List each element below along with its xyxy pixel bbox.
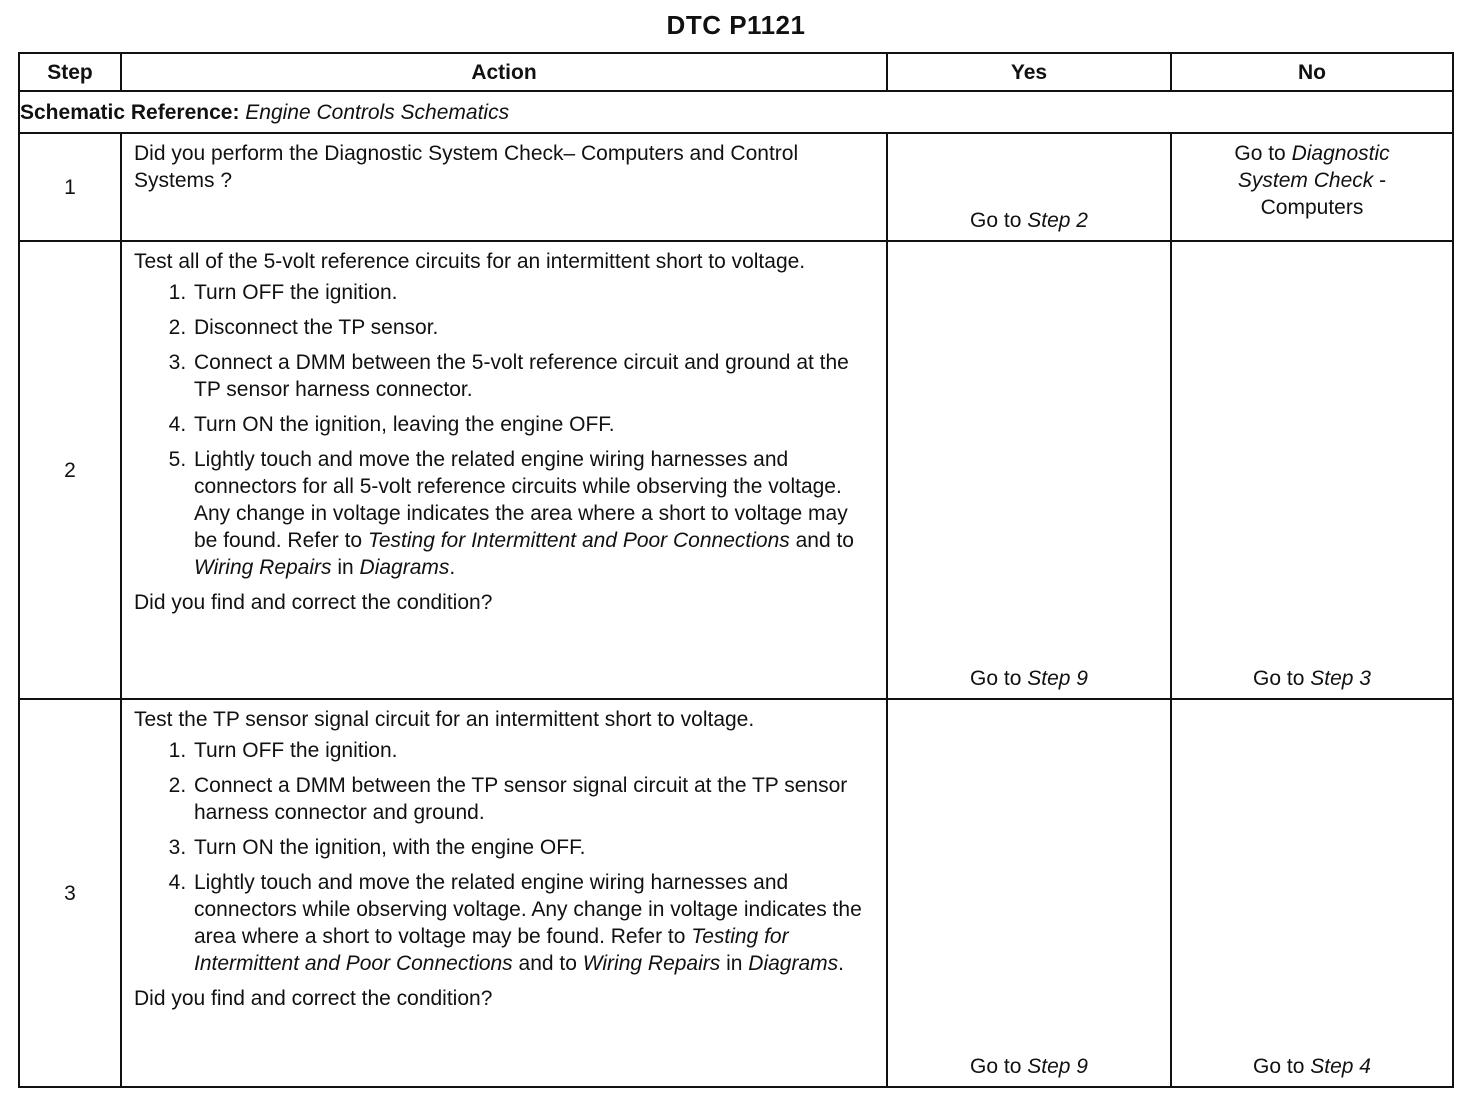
diagnostic-table — [18, 52, 1454, 1088]
no-cell — [1171, 699, 1453, 1087]
no-ref-part-2[interactable]: System Check — [1237, 169, 1374, 192]
substep: 4. Lightly touch and move the related engine wiring harnesses and connectors while observing voltage. Any change in voltage indicates the area where a short to voltage may be found. Refer to Testing for Intermittent and Poor Connections and to Wiring Repairs in Diagrams. — [192, 869, 874, 977]
header-no: No — [1171, 53, 1453, 91]
action-intro: Test the TP sensor signal circuit for an intermittent short to voltage. — [134, 708, 755, 731]
no-prefix: Go to — [1253, 667, 1305, 690]
yes-prefix: Go to — [970, 1055, 1022, 1078]
substep: 5. Lightly touch and move the related engine wiring harnesses and connectors for all 5-volt reference circuits while observing the voltage. Any change in voltage indicates the area where a short to voltage may be found. Refer to Testing for Intermittent and Poor Connections and to Wiring Repairs in Diagrams. — [192, 446, 874, 581]
schematic-reference-row — [19, 91, 1453, 133]
action-question: Did you find and correct the condition? — [134, 591, 493, 614]
no-cell — [1171, 241, 1453, 699]
header-row — [19, 53, 1453, 91]
yes-step-link[interactable]: Step 9 — [1027, 1055, 1088, 1078]
yes-step-link[interactable]: Step 9 — [1027, 667, 1088, 690]
header-yes: Yes — [887, 53, 1171, 91]
no-cell — [1171, 133, 1453, 241]
action-cell — [121, 699, 887, 1087]
yes-cell — [887, 241, 1171, 699]
action-intro: Test all of the 5-volt reference circuits for an intermittent short to voltage. — [134, 250, 806, 273]
schematic-reference — [19, 91, 1453, 133]
no-prefix: Go to — [1253, 1055, 1305, 1078]
reference-label: Schematic Reference: — [20, 100, 240, 124]
step-number: 2 — [19, 241, 121, 699]
reference-link[interactable]: Testing for Intermittent and Poor Connections — [194, 925, 789, 975]
substep: 4. Turn ON the ignition, leaving the engine OFF. — [192, 411, 874, 438]
substep: 1. Turn OFF the ignition. — [192, 737, 874, 764]
no-step-link[interactable]: Step 4 — [1310, 1055, 1371, 1078]
no-step-link[interactable]: Step 3 — [1310, 667, 1371, 690]
reference-link[interactable]: Wiring Repairs — [582, 952, 721, 975]
no-ref-part-1[interactable]: Diagnostic — [1291, 142, 1390, 165]
substep-list — [134, 279, 874, 581]
no-ref-dash: - — [1373, 169, 1387, 192]
substep: 2. Disconnect the TP sensor. — [192, 314, 874, 341]
yes-cell — [887, 133, 1171, 241]
yes-cell — [887, 699, 1171, 1087]
substep: 1. Turn OFF the ignition. — [192, 279, 874, 306]
step-number: 3 — [19, 699, 121, 1087]
action-question: Did you find and correct the condition? — [134, 987, 493, 1010]
table-row — [19, 133, 1453, 241]
reference-link[interactable]: Wiring Repairs — [194, 556, 332, 579]
yes-prefix: Go to — [970, 667, 1022, 690]
action-cell — [121, 133, 887, 241]
reference-link[interactable]: Diagrams — [748, 952, 839, 975]
reference-link[interactable]: Engine Controls Schematics — [245, 100, 510, 124]
header-step: Step — [19, 53, 121, 91]
no-ref-part-3: Computers — [1260, 196, 1364, 219]
table-row — [19, 699, 1453, 1087]
header-action: Action — [121, 53, 887, 91]
table-row — [19, 241, 1453, 699]
yes-prefix: Go to — [970, 209, 1022, 232]
action-cell — [121, 241, 887, 699]
substep: 2. Connect a DMM between the TP sensor signal circuit at the TP sensor harness connector and ground. — [192, 772, 874, 826]
action-text: Did you perform the Diagnostic System Check– Computers and Control Systems ? — [134, 142, 799, 192]
substep-list — [134, 737, 874, 977]
no-prefix: Go to — [1234, 142, 1286, 165]
substep: 3. Connect a DMM between the 5-volt reference circuit and ground at the TP sensor harness connector. — [192, 349, 874, 403]
yes-step-link[interactable]: Step 2 — [1027, 209, 1088, 232]
step-number: 1 — [19, 133, 121, 241]
reference-link[interactable]: Diagrams — [359, 556, 450, 579]
substep: 3. Turn ON the ignition, with the engine OFF. — [192, 834, 874, 861]
page-title: DTC P1121 — [666, 10, 806, 40]
reference-link[interactable]: Testing for Intermittent and Poor Connections — [367, 529, 790, 552]
